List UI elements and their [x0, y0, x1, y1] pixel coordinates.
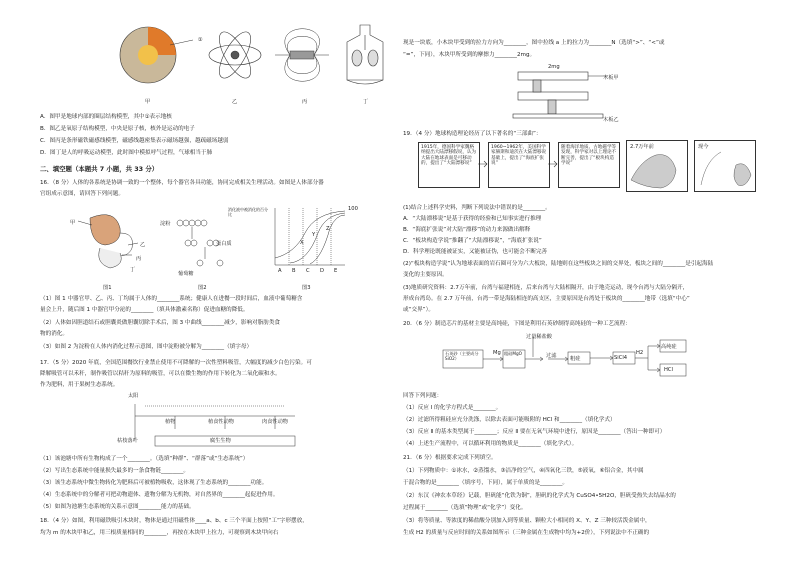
fig15-label-yi: 乙 — [232, 99, 238, 105]
q19-sub-4: C．“板块构造学说”推翻了“大陆漂移说”，“海底扩张说” — [403, 238, 542, 244]
left-column — [20, 0, 400, 562]
fig3-label-y: Y — [312, 232, 316, 238]
q17-line-1: 17．（5 分）2020 年底，全国范围餐饮行业禁止使用不可降解的一次性塑料吸管，大幅度的减少白色污染。可 — [40, 360, 312, 366]
q17-sub-1: （1）该池塘中所有生物构成了一个________。（选填“种群”、“群落”或“生态系统”） — [40, 456, 249, 462]
fig15-label-ding: 丁 — [363, 99, 369, 105]
fig3-tick-d: D — [320, 268, 324, 274]
q20-sub-4: （3）反应 Ⅱ 的基本类型属于________；反应 Ⅱ 要在无氧气环境中进行，原因是________（答出一种即可） — [403, 429, 666, 435]
q19-sub-2: A．“大陆漂移说”是基于获得的经验和已知事实进行推理 — [403, 216, 542, 222]
flow-quartz: 石英砂（主要成分SiO2） — [445, 351, 479, 361]
fig3-ylabel: 消化液中被消化的百分比 — [228, 207, 268, 217]
q16-line-1: 16．（8 分）人体的各系统是协调一致的一个整体，每个器官各具功能，协同完成相关生理活动。如图是人体部分器 — [40, 180, 324, 186]
fw-decomposer: 腐生生物 — [210, 438, 231, 444]
q20-head: 20．（6 分）制造芯片的基材主要是高纯硅，下图是利用石英砂制得高纯硅的一种工艺流程： — [403, 321, 631, 327]
flow-excess-hcl: 过量稀盐酸 — [526, 334, 552, 340]
fig15-label-jia: 甲 — [145, 99, 151, 105]
q18-cont-2: “=”，下同），木块甲所受到的摩擦力________2mg。 — [403, 52, 536, 58]
flow-h2: H2 — [636, 350, 644, 356]
flow-pure-si: 高纯硅 — [661, 344, 677, 350]
q19-sub-3: B．“海底扩张说”对大陆“漂移”的动力来源做出解释 — [403, 227, 531, 233]
q19-box-3-text: 随着海洋地质、古地磁学等发现，科学家对以上理论不断完善，提出了“板块构造学说” — [561, 145, 617, 167]
fig18-label-yi: 木板乙 — [603, 117, 619, 123]
right-column — [398, 0, 778, 562]
q18-cont-1: 现是一块底，小木块甲受到的拉力方向为________，图中拉线 a 上的拉力为________N（选填“>”、“<”或 — [403, 40, 665, 46]
q17-sub-2: （2）写出生态系统中能量损失最多的一条食物链________。 — [40, 468, 189, 474]
q17-line-3: 作为肥料，用于果树生态系统。 — [40, 382, 119, 388]
q19-sub-1: (1)结合上述科学史料，判断下列说法中错误的是________。 — [403, 205, 551, 211]
q18-line-2: 均为 m 的木块甲和乙，用三根质量相同的________，再按在木块甲上拉力，可观察到木块甲向右 — [40, 530, 279, 536]
q19-box-2-text: 1960~1962年，美国科学家赫斯和迪茨在大陆漂移说基础上，提出了“海底扩张说” — [491, 145, 547, 167]
fig3-label-z: Z — [326, 226, 330, 232]
q16-line-2: 官组成示意图，请回答下列问题。 — [40, 191, 124, 197]
q19-map-now-label: 现今 — [698, 144, 709, 150]
q19-head: 19．（4 分）地球构造理论经历了以下著名的“三部曲”： — [403, 131, 542, 137]
magnet-field-icon — [275, 29, 329, 82]
fig3-tick-a: A — [278, 268, 282, 274]
flow-filter: 过滤 — [546, 353, 557, 359]
q19-box-1-text: 1915年，德国科学家魏格纳提出大陆漂移假说，认为大陆在地球表面是可移动的，提出了“大陆漂移说” — [421, 145, 477, 167]
q21-sub-2: 于混合物的是________（填序号，下同），属于单质的是________。 — [403, 480, 569, 486]
fig3-tick-e: E — [334, 268, 338, 274]
q21-sub-5: （3）将等质量、等浓度的稀盐酸分别加入到等质量、颗粒大小相同的 X、Y、Z 三种较活泼金属中， — [403, 518, 651, 524]
q20-sub-1: 回答下列问题： — [403, 393, 443, 399]
fig1-caption: 图1 — [103, 285, 112, 291]
fig3-caption: 图3 — [302, 285, 311, 291]
q16-sub-4: 物的消化。 — [40, 331, 68, 337]
fig1-label-jia: 甲 — [70, 220, 76, 226]
flow-crude-si: 粗硅 — [570, 356, 581, 362]
q19-map-past-label: 2.7万年前 — [630, 144, 654, 150]
digestive-organs-icon — [78, 215, 138, 268]
fw-herbivore: 植食性动物 — [208, 419, 234, 425]
q18-line-1: 18．（4 分）如图，利用磁铁吸引木块时，物体是通过用磁性体____a、b、c 三个平面上按照“工”字形摆放， — [40, 518, 308, 524]
fig2-caption: 图2 — [198, 285, 207, 291]
q17-sub-3: （3）该生态系统中微生物转化为肥料后可被植物吸收，这体现了生态系统的________功能。 — [40, 480, 268, 486]
fw-litter: 枯枝落叶 — [117, 438, 138, 444]
fig1-label-yi: 乙 — [140, 242, 146, 248]
q21-sub-6: 生成 H2 的质量与反应时间的关系如图所示（三种金属在生成物中均为+2价），下列说法中不正确的 — [403, 530, 650, 536]
fig3-label-x: X — [300, 240, 304, 246]
q16-sub-5: （3）如图 2 为淀粉在人体内消化过程示意图，图中淀粉被分解为________（填字母） — [40, 344, 253, 350]
fig2-label-starch: 淀粉 — [160, 221, 171, 227]
earth-model-icon — [120, 27, 193, 83]
q15-option-d: D．图丁是人的呼吸运动模型，此时图中模拟呼气过程，气球相当于肺 — [40, 150, 213, 156]
q21-sub-1: （1）下列物质中：①冰水，②蒸馏水，③洁净的空气，④四氧化三铁，⑤液氧，⑥铝合金，其中属 — [403, 468, 644, 474]
q19-sub-9: 形成台湾岛。在 2.7 万年前，台湾一带是海陆相连的高支区，主要原因是台湾处于板块的________地带（选填“中心” — [403, 296, 690, 302]
fig1-label-bing: 丙 — [136, 256, 142, 262]
fw-sun: 太阳 — [128, 393, 139, 399]
fw-plant: 植物 — [165, 419, 176, 425]
q17-sub-5: （5）如图为池塘生态系统的关系示意图________能力的基础。 — [40, 504, 195, 510]
q17-line-2: 降解吸管可以禾秆，制作吸管以秸秆为原料的吸管，可以在微生物的作用下转化为二氧化碳和水。 — [40, 371, 281, 377]
q19-arrows — [478, 160, 638, 170]
fig3-tick-c: C — [306, 268, 310, 274]
fig3-ymax: 100 — [348, 206, 358, 212]
fig15-label-bing: 丙 — [302, 99, 308, 105]
q16-sub-2: 量会上升，随后图 1 中器官甲分泌的________（填具体激素名称）促进血糖的降低。 — [40, 307, 249, 313]
fig1-label-ding: 丁 — [130, 267, 136, 273]
section-2-title: 二、填空题（本题共 7 小题，共 33 分） — [40, 165, 159, 173]
fig15-marker: ① — [198, 37, 203, 43]
q19-box-1 — [418, 142, 480, 188]
flow-hcl: HCl — [664, 367, 673, 373]
q16-sub-1: （1）图 1 中器官甲、乙、丙、丁均属于人体的________系统；健康人在进餐一段时间后，血液中葡萄糖含 — [40, 296, 303, 302]
fig18-blocks — [508, 62, 628, 122]
flow-mg: Mg — [493, 350, 501, 356]
digestion-curves-chart — [275, 208, 345, 265]
breathing-model-icon — [347, 25, 383, 84]
atom-model-icon — [209, 27, 261, 82]
q17-sub-4: （4）生态系统中的分解者可把动物遗体、遗物分解为无机物，对自然界的________起促进作用。 — [40, 492, 279, 498]
fig18-label-force: 2mg — [548, 64, 560, 70]
q21-head: 21．（6 分）根据要求完成下列填空。 — [403, 455, 497, 461]
fig18-label-jia: 木板甲 — [603, 75, 619, 81]
q20-sub-5: （4）上述生产流程中，可以循环利用的物质是________（填化学式）。 — [403, 441, 578, 447]
fig2-label-glucose: 葡萄糖 — [178, 271, 194, 277]
q19-sub-7: 变化的主要原因。 — [403, 272, 448, 278]
q16-sub-3: （2）人体如因胆道结石或胆囊炎做胆囊切除手术后，图 3 中曲线________减少，影响对脂肪类食 — [40, 320, 281, 326]
q19-sub-10: 或“交界”）。 — [403, 307, 434, 313]
fw-carnivore: 肉食性动物 — [262, 419, 288, 425]
q19-sub-5: D．科学理论既能被证实，又能被证伪，也可能会不断完善 — [403, 249, 548, 255]
q19-sub-8: (3)地质研究资料：2.7万年前，台湾与福建相连，后来台湾与大陆相隔开，由于地壳运动，现今台湾与大陆分隔开， — [403, 285, 689, 291]
q15-option-a: A．图甲是地球内部的圈层结构模型，其中①表示地核 — [40, 114, 172, 120]
flow-sicl4: SiCl4 — [614, 355, 628, 361]
flow-crude-mgo: 粗硅MgO — [504, 351, 522, 356]
fig3-tick-b: B — [292, 268, 296, 274]
fig15-models — [115, 20, 415, 95]
q20-sub-3: （2）过滤所得粗硅应充分洗涤，以除去表面可能吸附的 HCl 和________（填化学式） — [403, 417, 616, 423]
q15-option-c: C．图丙是条形磁铁磁感线模型，磁感线越密集表示磁场越强，越疏磁场越弱 — [40, 138, 229, 144]
q21-sub-4: 过程属于________（选填“物理”或“化学”）变化。 — [403, 505, 527, 511]
q15-option-b: B．图乙是氧原子结构模型，中央是原子核，核外是运动的电子 — [40, 126, 195, 132]
q20-sub-2: （1）反应 Ⅰ 的化学方程式是________。 — [403, 405, 502, 411]
fig2-label-protein: 蛋白质 — [216, 241, 232, 247]
q21-sub-3: （2）东汉《神农本草经》记载，胆矾能“化铁为铜”，胆矾的化学式为 CuSO4•5H2O，胆矾受热失去结晶水的 — [403, 493, 676, 499]
q19-sub-6: (2)“板块构造学说”认为地球表面的岩石圈可分为六大板块，陆地则在这些板块之间的交界处，板块之间的________是引起海陆 — [403, 261, 714, 267]
